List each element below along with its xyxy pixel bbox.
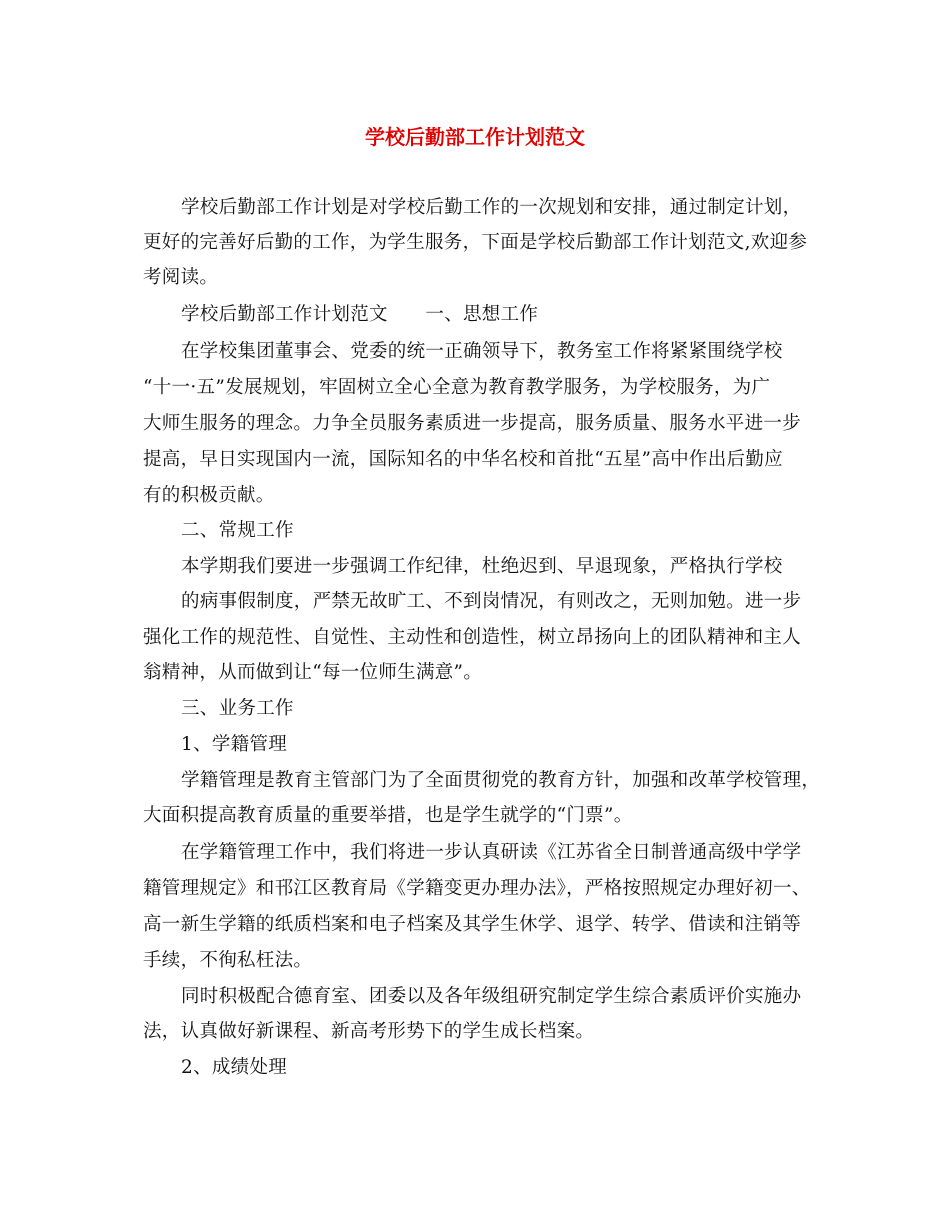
paragraph-line: 在学籍管理工作中，我们将进一步认真研读《江苏省全日制普通高级中学学 [181,842,802,863]
paragraph-line: 法，认真做好新课程、新高考形势下的学生成长档案。 [143,1021,595,1042]
document-title: 学校后勤部工作计划范文 [365,125,585,149]
section-heading: 三、业务工作 [181,698,294,719]
paragraph-line: 在学校集团董事会、党委的统一正确领导下，教务室工作将紧紧围绕学校 [181,341,783,362]
paragraph-line: 翁精神，从而做到让“每一位师生满意”。 [143,662,483,683]
paragraph-line: 籍管理规定》和邗江区教育局《学籍变更办理办法》，严格按照规定办理好初一、 [143,878,811,899]
paragraph-line: 同时积极配合德育室、团委以及各年级组研究制定学生综合素质评价实施办 [181,986,802,1007]
paragraph-line: 大面积提高教育质量的重要举措，也是学生就学的“门票”。 [143,805,633,826]
section-heading: 二、常规工作 [181,520,294,541]
paragraph-line: 考阅读。 [143,267,219,288]
paragraph-line: 手续，不徇私枉法。 [143,950,313,971]
paragraph-line: 学籍管理是教育主管部门为了全面贯彻党的教育方针，加强和改革学校管理， [181,770,821,791]
paragraph-line: “十一·五”发展规划，牢固树立全心全意为教育教学服务，为学校服务，为广 [143,377,771,398]
paragraph-line: 高一新生学籍的纸质档案和电子档案及其学生休学、退学、转学、借读和注销等 [143,914,802,935]
paragraph-line: 的病事假制度，严禁无故旷工、不到岗情况，有则改之，无则加勉。进一步 [181,591,802,612]
paragraph-line: 学校后勤部工作计划是对学校后勤工作的一次规划和安排，通过制定计划， [181,197,802,218]
paragraph-line: 本学期我们要进一步强调工作纪律，杜绝迟到、早退现象，严格执行学校 [181,556,783,577]
paragraph-line: 有的积极贡献。 [143,485,275,506]
paragraph-line: 强化工作的规范性、自觉性、主动性和创造性，树立昂扬向上的团队精神和主人 [143,627,802,648]
paragraph-line: 提高，早日实现国内一流，国际知名的中华名校和首批“五星”高中作出后勤应 [143,449,783,470]
paragraph-line: 大师生服务的理念。力争全员服务素质进一步提高，服务质量、服务水平进一步 [143,413,802,434]
subsection-heading: 1、学籍管理 [181,734,288,755]
paragraph-line: 更好的完善好后勤的工作，为学生服务，下面是学校后勤部工作计划范文,欢迎参 [143,232,808,253]
subsection-heading: 2、成绩处理 [181,1057,288,1078]
paragraph-line: 学校后勤部工作计划范文 一、思想工作 [181,304,539,325]
